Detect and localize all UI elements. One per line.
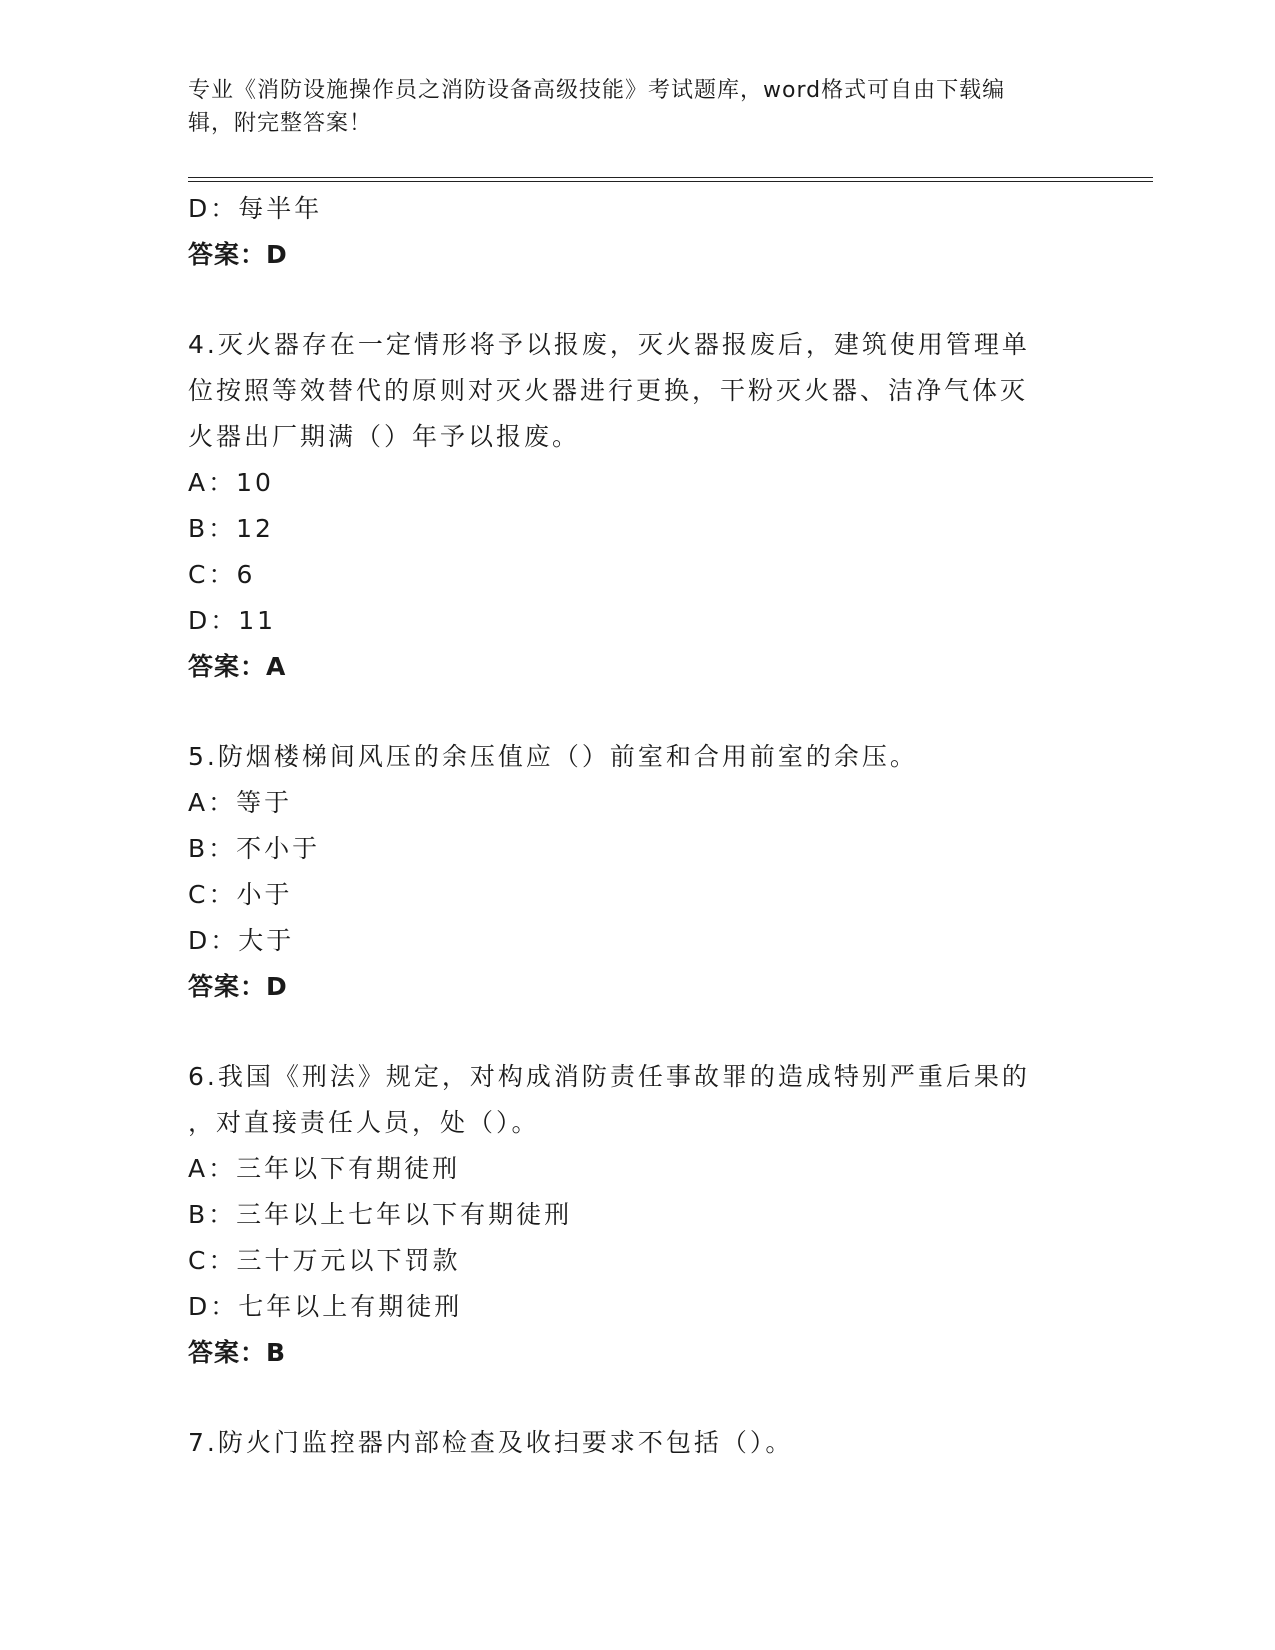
question-text-line: 位按照等效替代的原则对灭火器进行更换，干粉灭火器、洁净气体灭	[188, 376, 1029, 405]
question-5-option-b: B：不小于	[188, 834, 321, 863]
question-text-line: 火器出厂期满（）年予以报废。	[188, 422, 581, 451]
header-line-2: 辑，附完整答案！	[188, 111, 373, 136]
question-6-option-d: D：七年以上有期徒刑	[188, 1292, 463, 1321]
header-divider-bottom	[188, 181, 1153, 182]
question-text-line: 5.防烟楼梯间风压的余压值应（）前室和合用前室的余压。	[188, 742, 918, 771]
question-5-option-a: A：等于	[188, 788, 293, 817]
question-4-option-a: A：10	[188, 468, 274, 497]
question-text-line: 6.我国《刑法》规定，对构成消防责任事故罪的造成特别严重后果的	[188, 1062, 1030, 1091]
question-4-option-d: D：11	[188, 606, 277, 635]
question-6-answer: 答案：B	[188, 1338, 287, 1367]
question-6-option-a: A：三年以下有期徒刑	[188, 1154, 461, 1183]
question-4-answer: 答案：A	[188, 652, 287, 681]
question-7-text	[188, 1420, 1088, 1466]
question-4-option-b: B：12	[188, 514, 274, 543]
question-6-option-c: C：三十万元以下罚款	[188, 1246, 461, 1275]
question-text-line: 7.防火门监控器内部检查及收扫要求不包括（）。	[188, 1428, 794, 1457]
question-text-line: 4.灭火器存在一定情形将予以报废，灭火器报废后，建筑使用管理单	[188, 330, 1030, 359]
question-5-option-c: C：小于	[188, 880, 293, 909]
question-5-text	[188, 734, 1088, 780]
question-6-option-b: B：三年以上七年以下有期徒刑	[188, 1200, 573, 1229]
question-4-option-c: C：6	[188, 560, 256, 589]
prev-question-answer: 答案：D	[188, 240, 288, 269]
question-4-text	[188, 322, 1088, 460]
header-divider-top	[188, 177, 1153, 178]
question-6-text	[188, 1054, 1088, 1146]
document-header	[188, 74, 1088, 140]
question-5-answer: 答案：D	[188, 972, 288, 1001]
prev-question-option-d: D：每半年	[188, 194, 323, 223]
question-content	[188, 186, 1088, 1466]
question-5-option-d: D：大于	[188, 926, 295, 955]
question-text-line: ，对直接责任人员，处（）。	[188, 1108, 540, 1137]
header-line-1: 专业《消防设施操作员之消防设备高级技能》考试题库，word格式可自由下载编	[188, 78, 1006, 103]
